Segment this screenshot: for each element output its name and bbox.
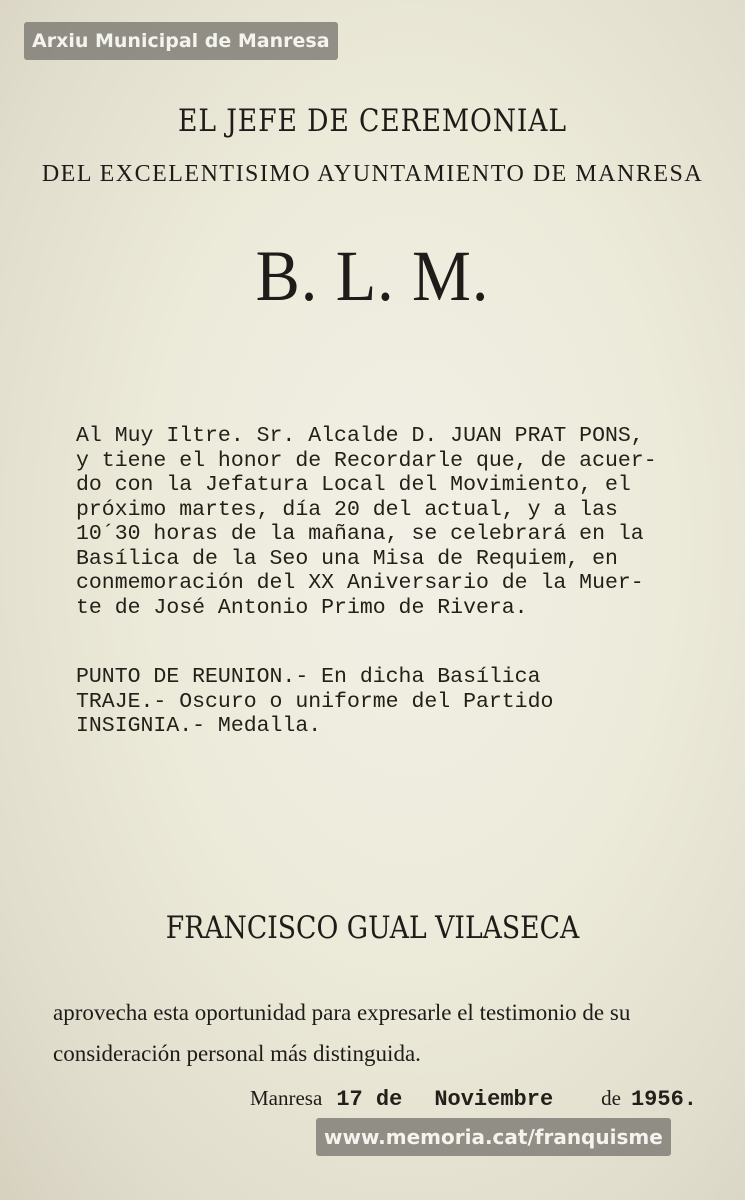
body-line: y tiene el honor de Recordarle que, de acuer- (76, 448, 657, 473)
date-de: de (601, 1086, 621, 1110)
closing-line: aprovecha esta oportunidad para expresarle el testimonio de su (53, 1000, 631, 1025)
body-line: te de José Antonio Primo de Rivera. (76, 595, 528, 620)
body-line: próximo martes, día 20 del actual, y a las (76, 497, 618, 522)
blm-monogram: B. L. M. (255, 236, 490, 316)
body-line: Al Muy Iltre. Sr. Alcalde D. JUAN PRAT PONS, (76, 424, 644, 448)
header-title: EL JEFE DE CEREMONIAL (178, 103, 567, 139)
closing-line: consideración personal más distinguida. (53, 1041, 421, 1066)
detail-meeting-point: PUNTO DE REUNION.- En dicha Basílica (76, 665, 541, 689)
detail-dress-code: TRAJE.- Oscuro o uniforme del Partido (76, 689, 554, 714)
archive-watermark: Arxiu Municipal de Manresa (24, 22, 338, 60)
date-day: 17 de (336, 1087, 403, 1112)
details-list (76, 665, 716, 739)
body-line: conmemoración del XX Aniversario de la Muer- (76, 571, 644, 595)
body-line: do con la Jefatura Local del Movimiento, el (76, 473, 631, 497)
closing-paragraph (53, 992, 713, 1074)
signatory-name: FRANCISCO GUAL VILASECA (165, 910, 580, 946)
body-line: Basílica de la Seo una Misa de Requiem, en (76, 546, 618, 571)
detail-insignia: INSIGNIA.- Medalla. (76, 714, 322, 738)
body-paragraph (76, 424, 726, 620)
date-month: Noviembre (434, 1087, 554, 1112)
header-subtitle: DEL EXCELENTISIMO AYUNTAMIENTO DE MANRESA (41, 161, 704, 187)
date-line (250, 1086, 730, 1112)
url-watermark: www.memoria.cat/franquisme (316, 1118, 671, 1156)
date-year: 1956. (630, 1087, 697, 1112)
date-place: Manresa (250, 1086, 323, 1110)
body-line: 10´30 horas de la mañana, se celebrará en la (76, 522, 644, 546)
